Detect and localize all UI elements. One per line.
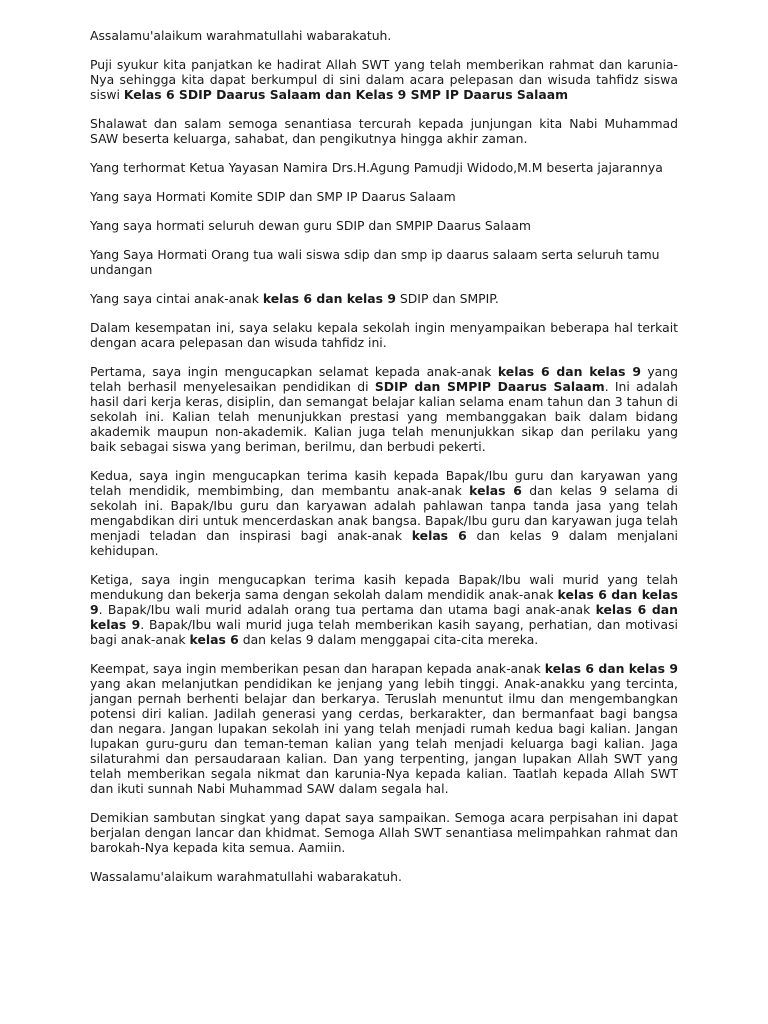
text-run: Yang Saya Hormati Orang tua wali siswa sdip dan smp ip daarus salaam serta seluruh tamu undangan [90,247,660,277]
text-run: dan kelas 9 dalam menjalani kehidupan. [90,528,678,558]
text-run: dan kelas 9 selama di sekolah ini. Bapak/Ibu guru dan karyawan adalah pahlawan tanpa tanda jasa yang telah mengabdikan diri untuk mencerdaskan anak bangsa. Bapak/Ibu guru dan karyawan juga telah menjadi teladan dan inspirasi bagi anak-anak [90,483,678,543]
paragraph-kesempatan [90,320,678,350]
bold-text: kelas 6 dan kelas 9 [497,364,641,379]
text-run: . Bapak/Ibu wali murid juga telah memberikan kasih sayang, perhatian, dan motivasi bagi anak-anak [90,617,678,647]
text-run: Demikian sambutan singkat yang dapat saya sampaikan. Semoga acara perpisahan ini dapat berjalan dengan lancar dan khidmat. Semoga Allah SWT senantiasa melimpahkan rahmat dan barokah-Nya kepada kita semua. Aamiin. [90,810,678,855]
paragraph-penutup [90,810,678,855]
paragraph-hormat-dewan-guru [90,218,678,233]
text-run: yang telah berhasil menyelesaikan pendidikan di [90,364,678,394]
bold-text: kelas 6 [189,632,239,647]
bold-text: kelas 6 [411,528,467,543]
text-run: . Bapak/Ibu wali murid adalah orang tua pertama dan utama bagi anak-anak [98,602,596,617]
text-run: Wassalamu'alaikum warahmatullahi wabarakatuh. [90,869,402,884]
paragraph-cintai-anak [90,291,678,306]
paragraph-salam-pembuka [90,28,678,43]
text-run: Yang terhormat Ketua Yayasan Namira Drs.H.Agung Pamudji Widodo,M.M beserta jajarannya [90,160,663,175]
paragraph-puji-syukur [90,57,678,102]
paragraph-salam-penutup [90,869,678,884]
text-run: yang akan melanjutkan pendidikan ke jenjang yang lebih tinggi. Anak-anakku yang tercinta, jangan pernah berhenti belajar dan berkarya. Teruslah menuntut ilmu dan mengembangkan potensi diri kalian. Jadilah generasi yang cerdas, berkarakter, dan bermanfaat bagi bangsa dan negara. Jangan lupakan sekolah ini yang telah menjadi rumah kedua bagi kalian. Jangan lupakan guru-guru dan teman-teman kalian yang telah menjadi keluarga bagi kalian. Jaga silaturahmi dan persaudaraan kalian. Dan yang terpenting, jangan lupakan Allah SWT yang telah memberikan segala nikmat dan karunia-Nya kepada kalian. Taatlah kepada Allah SWT dan ikuti sunnah Nabi Muhammad SAW dalam segala hal. [90,676,678,796]
text-run: . Ini adalah hasil dari kerja keras, disiplin, dan semangat belajar kalian selama enam tahun dan 3 tahun di sekolah ini. Kalian telah menunjukkan prestasi yang membanggakan baik dalam bidang akademik maupun non-akademik. Kalian juga telah menunjukkan sikap dan perilaku yang baik sebagai siswa yang beriman, berilmu, dan berbudi pekerti. [90,379,678,454]
paragraph-pertama [90,364,678,454]
text-run: Puji syukur kita panjatkan ke hadirat Allah SWT yang telah memberikan rahmat dan karunia-Nya sehingga kita dapat berkumpul di sini dalam acara pelepasan dan wisuda tahfidz siswa siswi [90,57,678,102]
text-run: Shalawat dan salam semoga senantiasa tercurah kepada junjungan kita Nabi Muhammad SAW beserta keluarga, sahabat, dan pengikutnya hingga akhir zaman. [90,116,678,146]
paragraph-ketiga [90,572,678,647]
bold-text: kelas 6 dan kelas 9 [90,587,678,617]
paragraph-kedua [90,468,678,558]
text-run: Kedua, saya ingin mengucapkan terima kasih kepada Bapak/Ibu guru dan karyawan yang telah mendidik, membimbing, dan membantu anak-anak [90,468,678,498]
text-run: Pertama, saya ingin mengucapkan selamat kepada anak-anak [90,364,498,379]
bold-text: kelas 6 dan kelas 9 [262,291,396,306]
paragraph-hormat-ketua-yayasan [90,160,678,175]
text-run: Yang saya cintai anak-anak [90,291,263,306]
bold-text: Kelas 6 SDIP Daarus Salaam dan Kelas 9 SMP IP Daarus Salaam [123,87,569,102]
bold-text: kelas 6 [469,483,522,498]
text-run: SDIP dan SMPIP. [395,291,499,306]
document-page [90,28,678,898]
text-run: Yang saya hormati seluruh dewan guru SDIP dan SMPIP Daarus Salaam [90,218,531,233]
bold-text: kelas 6 dan kelas 9 [544,661,679,676]
paragraph-keempat [90,661,678,796]
paragraph-hormat-komite [90,189,678,204]
paragraph-hormat-orang-tua [90,247,678,277]
text-run: Dalam kesempatan ini, saya selaku kepala sekolah ingin menyampaikan beberapa hal terkait dengan acara pelepasan dan wisuda tahfidz ini. [90,320,678,350]
bold-text: kelas 6 dan kelas 9 [90,602,678,632]
document-body [90,28,678,884]
text-run: Ketiga, saya ingin mengucapkan terima kasih kepada Bapak/Ibu wali murid yang telah mendukung dan bekerja sama dengan sekolah dalam mendidik anak-anak [90,572,678,602]
bold-text: SDIP dan SMPIP Daarus Salaam [374,379,605,394]
text-run: Keempat, saya ingin memberikan pesan dan harapan kepada anak-anak [90,661,545,676]
text-run: Yang saya Hormati Komite SDIP dan SMP IP Daarus Salaam [90,189,456,204]
text-run: dan kelas 9 dalam menggapai cita-cita mereka. [238,632,539,647]
text-run: Assalamu'alaikum warahmatullahi wabarakatuh. [90,28,392,43]
paragraph-shalawat [90,116,678,146]
